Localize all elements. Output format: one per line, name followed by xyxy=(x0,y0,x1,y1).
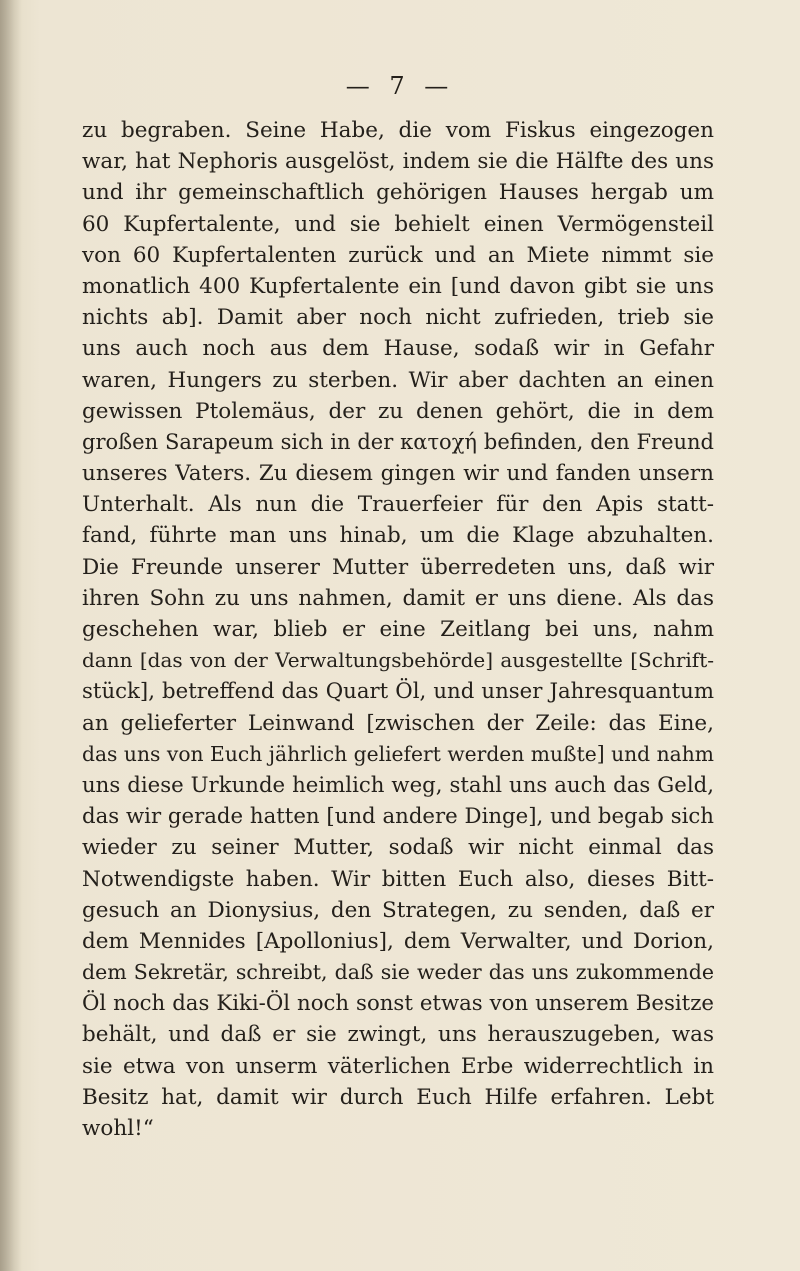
text-line: Unterhalt. Als nun die Trauerfeier für den Apis statt- xyxy=(82,492,714,518)
text-line: war, hat Nephoris ausgelöst, indem sie die Hälfte des uns xyxy=(82,149,714,175)
text-line: dem Sekretär, schreibt, daß sie weder das uns zukommende xyxy=(82,960,714,985)
text-line: uns auch noch aus dem Hause, sodaß wir in Gefahr xyxy=(82,336,714,362)
text-line: dann [das von der Verwaltungsbehörde] ausgestellte [Schrift- xyxy=(82,648,714,673)
text-line: Die Freunde unserer Mutter überredeten uns, daß wir xyxy=(82,554,714,580)
text-line: behält, und daß er sie zwingt, uns herauszugeben, was xyxy=(82,1022,714,1048)
text-line: gewissen Ptolemäus, der zu denen gehört, die in dem xyxy=(82,398,714,424)
text-line: waren, Hungers zu sterben. Wir aber dachten an einen xyxy=(82,367,714,393)
text-line: zu begraben. Seine Habe, die vom Fiskus eingezogen xyxy=(82,118,714,143)
text-line: das uns von Euch jährlich geliefert werden mußte] und nahm xyxy=(82,741,714,766)
page-number: — 7 — xyxy=(345,72,455,100)
text-line: und ihr gemeinschaftlich gehörigen Hauses hergab um xyxy=(82,180,714,206)
text-line: geschehen war, blieb er eine Zeitlang bei uns, nahm xyxy=(82,617,714,642)
text-line: Öl noch das Kiki-Öl noch sonst etwas von unserem Besitze xyxy=(82,991,714,1017)
text-line: dem Mennides [Apollonius], dem Verwalter, und Dorion, xyxy=(82,928,714,954)
text-line: ihren Sohn zu uns nahmen, damit er uns diene. Als das xyxy=(82,585,714,611)
body-text xyxy=(82,115,714,1144)
text-line: Besitz hat, damit wir durch Euch Hilfe erfahren. Lebt xyxy=(82,1084,714,1110)
text-line: Notwendigste haben. Wir bitten Euch also, dieses Bitt- xyxy=(82,866,714,892)
text-line: großen Sarapeum sich in der κατοχή befinden, den Freund xyxy=(82,429,714,454)
text-line: wohl!“ xyxy=(82,1116,154,1141)
text-line: gesuch an Dionysius, den Strategen, zu senden, daß er xyxy=(82,897,714,923)
text-line: von 60 Kupfertalenten zurück und an Miete nimmt sie xyxy=(82,242,714,268)
text-line: fand, führte man uns hinab, um die Klage abzuhalten. xyxy=(82,523,714,549)
text-line: nichts ab]. Damit aber noch nicht zufrieden, trieb sie xyxy=(82,305,714,331)
binding-shadow xyxy=(0,0,22,1271)
text-line: sie etwa von unserm väterlichen Erbe widerrechtlich in xyxy=(82,1053,714,1079)
text-line: monatlich 400 Kupfertalente ein [und davon gibt sie uns xyxy=(82,273,714,299)
text-line: stück], betreffend das Quart Öl, und unser Jahresquantum xyxy=(82,679,714,705)
text-line: uns diese Urkunde heimlich weg, stahl uns auch das Geld, xyxy=(82,772,714,798)
text-line: unseres Vaters. Zu diesem gingen wir und fanden unsern xyxy=(82,461,714,487)
text-line: das wir gerade hatten [und andere Dinge], und begab sich xyxy=(82,804,714,830)
text-line: wieder zu seiner Mutter, sodaß wir nicht einmal das xyxy=(82,835,714,861)
text-line: 60 Kupfertalente, und sie behielt einen Vermögensteil xyxy=(82,211,714,237)
text-line: an gelieferter Leinwand [zwischen der Zeile: das Eine, xyxy=(82,710,714,736)
